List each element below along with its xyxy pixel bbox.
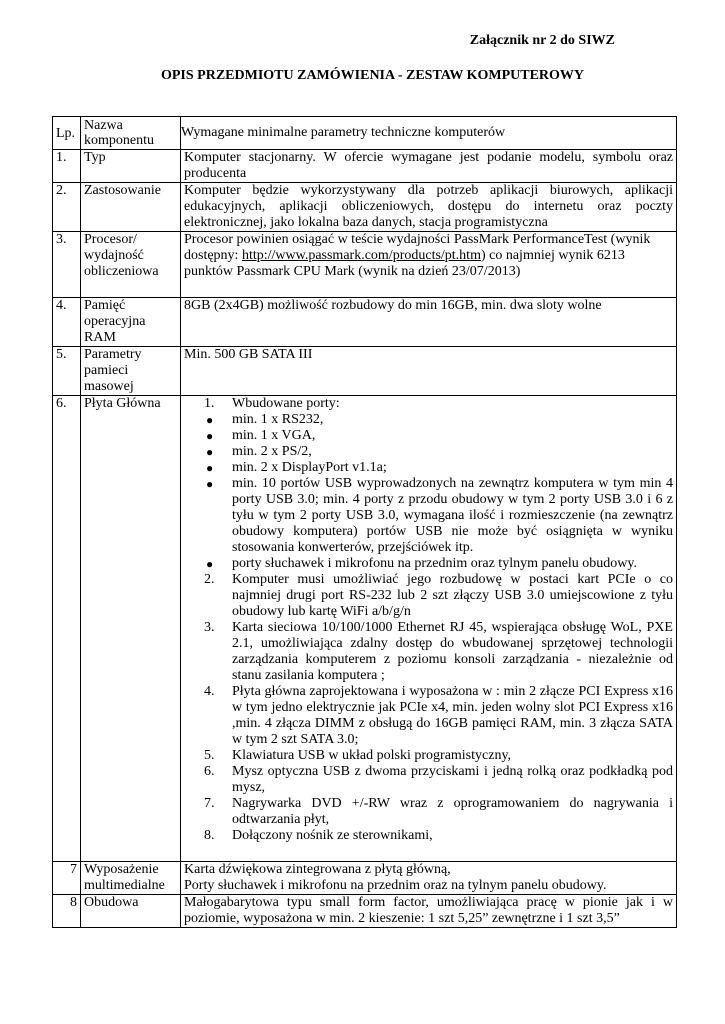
passmark-link[interactable]: http://www.passmark.com/products/pt.htm [241,248,481,263]
header-requirements: Wymagane minimalne parametry techniczne komputerów [181,117,677,150]
item-number: 5. [204,748,215,763]
bullet-text: min. 2 x PS/2, [232,444,312,459]
spec-table [52,116,677,928]
row-requirements: 8GB (2x4GB) możliwość rozbudowy do min 16GB, min. dwa sloty wolne [181,298,677,347]
table-row [53,298,677,347]
bullet-icon: ● [206,461,214,475]
item-number: 2. [204,572,215,587]
row-component: Płyta Główna [81,396,181,862]
bullet-text: min. 10 portów USB wyprowadzonych na zewnątrz komputera w tym min 4 porty USB 3.0; min. 4 porty z przodu obudowy w tym 2 porty USB 3.0 i 6 z tyłu w tym 2 porty USB 3.0, wymagana ilość i rozmieszczenie (na zewnątrz obudowy komputera) portów USB nie może być osiągnięta w wyniku stosowania konwerterów, przejściówek itp. [232,476,673,555]
item-number: 3. [204,620,215,635]
row-component: Typ [81,150,181,183]
table-row [53,347,677,396]
list-item [184,412,673,428]
multimedia-line-2: Porty słuchawek i mikrofonu na przednim oraz na tylnym panelu obudowy. [184,878,607,893]
cpu-text-a: Procesor powinien osiągać w teście wydajności PassMark PerformanceTest (wynik dostępny: [184,232,651,263]
row-requirements [181,232,677,298]
table-row [53,150,677,183]
bullet-text: min. 2 x DisplayPort v1.1a; [232,460,387,475]
list-item [184,828,673,844]
list-item [184,572,673,620]
list-item [184,428,673,444]
row-requirements [181,862,677,895]
row-component: Zastosowanie [81,183,181,232]
item-number: 4. [204,684,215,699]
ports-bullet-list [184,412,673,572]
bullet-icon: ● [206,429,214,443]
list-item [184,684,673,748]
list-item [184,460,673,476]
item-text: Karta sieciowa 10/100/1000 Ethernet RJ 45, wspierająca obsługę WoL, PXE 2.1, umożliwiająca zdalny dostęp do wbudowanej sprzętowej technologii zarządzania komputerem z poziomu konsoli zarządzania - niezależnie od stanu zasilania komputera ; [232,620,673,683]
item-number: 8. [204,828,215,843]
row-number: 1. [53,150,81,183]
item-text: Klawiatura USB w układ polski programistyczny, [232,748,512,763]
header-component: Nazwa komponentu [81,117,181,150]
bullet-text: porty słuchawek i mikrofonu na przednim oraz tylnym panelu obudowy. [232,556,637,571]
list-item [184,764,673,796]
row-number: 2. [53,183,81,232]
bullet-icon: ● [206,445,214,459]
row-requirements: Komputer będzie wykorzystywany dla potrzeb aplikacji biurowych, aplikacji edukacyjnych, aplikacji obliczeniowych, dostępu do internetu oraz poczty elektronicznej, jako lokalna baza danych, stacja programistyczna [181,183,677,232]
table-row [53,396,677,862]
row-number: 4. [53,298,81,347]
multimedia-line-1: Karta dźwiękowa zintegrowana z płytą główną, [184,862,451,877]
row-requirements: Min. 500 GB SATA III [181,347,677,396]
bullet-text: min. 1 x VGA, [232,428,316,443]
item-text: Dołączony nośnik ze sterownikami, [232,828,433,843]
item-number: 1. [204,396,215,411]
list-item [184,444,673,460]
row-component: Pamięć operacyjna RAM [81,298,181,347]
list-item [184,796,673,828]
row-component: Procesor/ wydajność obliczeniowa [81,232,181,298]
list-item [184,476,673,556]
row-number: 7 [53,862,81,895]
bullet-icon: ● [206,413,214,427]
row-number: 5. [53,347,81,396]
row-requirements: Komputer stacjonarny. W ofercie wymagane jest podanie modelu, symbolu oraz producenta [181,150,677,183]
document-title: OPIS PRZEDMIOTU ZAMÓWIENIA - ZESTAW KOMPUTEROWY [160,68,585,83]
item-text: Płyta główna zaprojektowana i wyposażona w : min 2 złącze PCI Express x16 w tym jedno elektrycznie jak PCIe x4, min. jeden wolny slot PCI Express x16 ,min. 4 złącza DIMM z obsługą do 16GB pamięci RAM, min. 3 złącza SATA w tym 2 szt SATA 3.0; [232,684,673,747]
annex-label: Załącznik nr 2 do SIWZ [469,33,615,48]
bullet-text: min. 1 x RS232, [232,412,324,427]
table-row [53,183,677,232]
row-requirements: Małogabarytowa typu small form factor, umożliwiająca pracę w pionie jak i w poziomie, wyposażona w min. 2 kieszenie: 1 szt 5,25” zewnętrzne i 1 szt 3,5” [181,895,677,928]
row-number: 6. [53,396,81,862]
list-item [184,556,673,572]
item-text: Mysz optyczna USB z dwoma przyciskami i jedną rolką oraz podkładką pod mysz, [232,764,673,795]
list-item [184,620,673,684]
bullet-icon: ● [206,557,214,571]
row-component: Obudowa [81,895,181,928]
table-row [53,895,677,928]
item-text: Nagrywarka DVD +/-RW wraz z oprogramowaniem do nagrywania i odtwarzania płyt, [232,796,673,827]
row-component: Parametry pamieci masowej [81,347,181,396]
row-number: 3. [53,232,81,298]
table-row [53,862,677,895]
row-requirements [181,396,677,862]
item-text: Komputer musi umożliwiać jego rozbudowę w postaci kart PCIe o co najmniej drugi port RS-232 lub 2 szt złączy USB 3.0 umiejscowione z tyłu obudowy lub kartę WiFi a/b/g/n [232,572,673,619]
table-row [53,232,677,298]
row-component: Wyposażenie multimedialne [81,862,181,895]
list-item [184,396,673,412]
list-item [184,748,673,764]
row-number: 8 [53,895,81,928]
cpu-text-b: ) co najmniej wynik 6213 punktów Passmark CPU Mark (wynik na dzień 23/07/2013) [184,248,625,279]
table-header-row [53,117,677,150]
header-lp: Lp. [53,117,81,150]
item-number: 6. [204,764,215,779]
item-number: 7. [204,796,215,811]
item-text: Wbudowane porty: [232,396,340,411]
bullet-icon: ● [206,477,214,491]
